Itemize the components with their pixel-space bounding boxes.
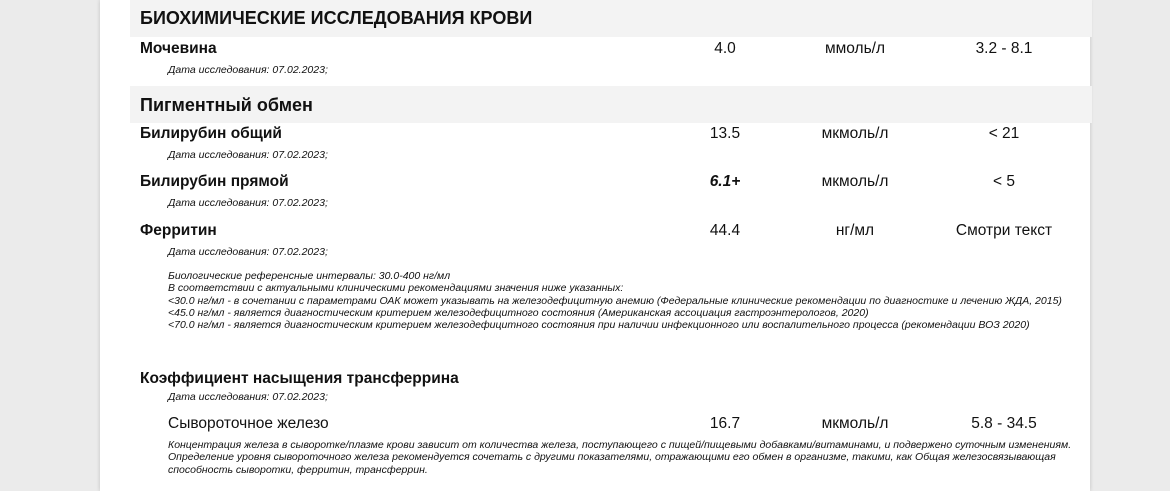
section-title-biochem: БИОХИМИЧЕСКИЕ ИССЛЕДОВАНИЯ КРОВИ: [140, 8, 533, 28]
test-unit: ммоль/л: [824, 40, 886, 57]
test-unit: мкмоль/л: [821, 173, 889, 190]
test-value-abnormal: 6.1+: [709, 173, 741, 190]
section-title-pigment: Пигментный обмен: [140, 95, 313, 115]
group-name: Коэффициент насыщения трансферрина: [140, 370, 459, 387]
test-value: 4.0: [714, 40, 736, 57]
comment-line: Биологические референсные интервалы: 30.0-400 нг/мл: [168, 270, 451, 282]
comment-line: <70.0 нг/мл - является диагностическим критерием железодефицитного состояния при наличии инфекционного или воспалительного процесса (рекомендации ВОЗ 2020): [168, 319, 1030, 332]
test-name: Билирубин общий: [140, 125, 282, 142]
serum-iron-comment: Концентрация железа в сыворотке/плазме крови зависит от количества железа, поступающего с пищей/пищевыми добавками/витаминами, и подвержено суточным изменениям. Определение уровня сывороточного железа рекомендуется сочетать с другими показателями, отражающими его обмен в организме, такими, как Общая железосвязывающая способность сыворотки, ферритин, трансферрин.: [168, 439, 1072, 476]
ferritin-comment: [168, 270, 1098, 331]
test-unit: мкмоль/л: [821, 125, 889, 142]
test-name: Билирубин прямой: [140, 173, 289, 190]
test-date: Дата исследования: 07.02.2023;: [168, 197, 328, 209]
test-name: Сывороточное железо: [168, 415, 329, 432]
test-reference: Смотри текст: [955, 222, 1053, 239]
test-unit: мкмоль/л: [821, 415, 889, 432]
test-date: Дата исследования: 07.02.2023;: [168, 149, 328, 161]
test-name: Мочевина: [140, 40, 217, 57]
section-header-pigment: [130, 86, 1092, 123]
test-unit: нг/мл: [835, 222, 875, 239]
test-reference: 3.2 - 8.1: [975, 40, 1033, 57]
test-value: 16.7: [709, 415, 741, 432]
section-header-biochem: [130, 0, 1092, 37]
test-value: 44.4: [709, 222, 741, 239]
test-name: Ферритин: [140, 222, 217, 239]
test-date: Дата исследования: 07.02.2023;: [168, 391, 328, 403]
comment-line: <45.0 нг/мл - является диагностическим критерием железодефицитного состояния (Американская ассоциация гастроэнтерологов, 2020): [168, 306, 869, 319]
test-date: Дата исследования: 07.02.2023;: [168, 246, 328, 258]
comment-line: В соответствии с актуальными клиническими рекомендациями значения ниже указанных:: [168, 282, 624, 295]
test-date: Дата исследования: 07.02.2023;: [168, 64, 328, 76]
comment-line: <30.0 нг/мл - в сочетании с параметрами ОАК может указывать на железодефицитную анемию (Федеральные клинические рекомендации по диагностике и лечению ЖДА, 2015): [168, 294, 1062, 307]
test-reference: < 21: [988, 125, 1020, 142]
report-page: [100, 0, 1090, 491]
test-reference: < 5: [993, 173, 1015, 190]
test-value: 13.5: [709, 125, 741, 142]
test-reference: 5.8 - 34.5: [971, 415, 1037, 432]
